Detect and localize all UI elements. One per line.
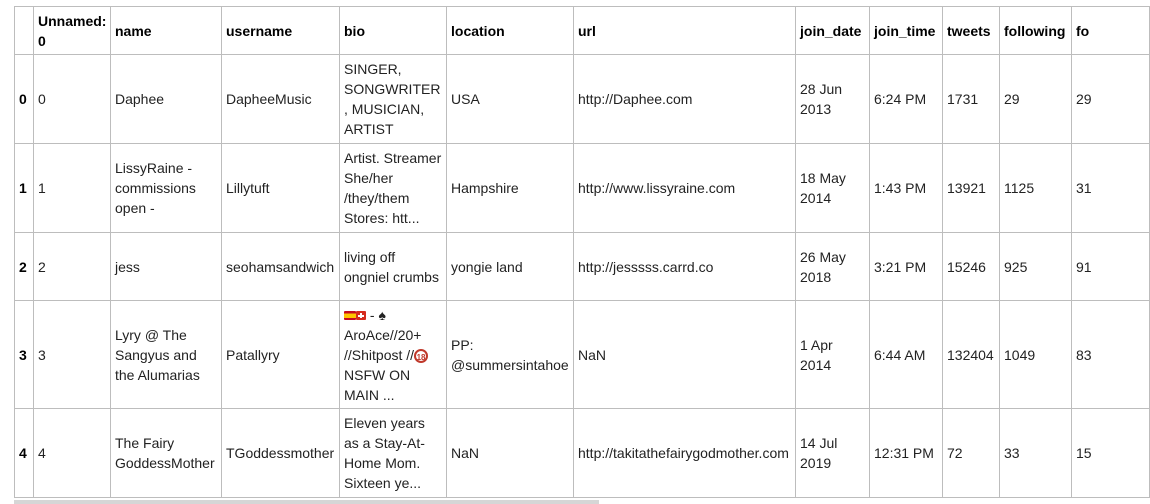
cell-name: The Fairy GoddessMother xyxy=(111,409,222,498)
cell-unnamed: 3 xyxy=(34,301,111,409)
cell-following: 1125 xyxy=(1000,144,1072,233)
cell-location: PP: @summersintahoe xyxy=(447,301,574,409)
no-under-18-icon: 18 xyxy=(414,349,428,363)
bio-text: AroAce//20+ //Shitpost // xyxy=(344,326,422,363)
cell-unnamed: 2 xyxy=(34,233,111,301)
column-header-name: name xyxy=(111,7,222,55)
column-header-tweets: tweets xyxy=(943,7,1000,55)
spain-flag-icon xyxy=(344,311,356,320)
dataframe-table-container xyxy=(14,6,1090,500)
column-header-bio: bio xyxy=(340,7,447,55)
cell-followers: 83 xyxy=(1072,301,1150,409)
cell-join-date: 14 Jul 2019 xyxy=(796,409,870,498)
cell-name: Lyry @ The Sangyus and the Alumarias xyxy=(111,301,222,409)
cell-bio: SINGER, SONGWRITER, MUSICIAN, ARTIST xyxy=(340,55,447,144)
cell-followers: 29 xyxy=(1072,55,1150,144)
column-header-url: url xyxy=(574,7,796,55)
cell-username: Patallyry xyxy=(222,301,340,409)
cell-tweets: 15246 xyxy=(943,233,1000,301)
cell-name: LissyRaine - commissions open - xyxy=(111,144,222,233)
cell-bio: Eleven years as a Stay-At-Home Mom. Sixteen ye... xyxy=(340,409,447,498)
cell-location: yongie land xyxy=(447,233,574,301)
cell-join-date: 26 May 2018 xyxy=(796,233,870,301)
row-index: 4 xyxy=(15,409,34,498)
cell-username: seohamsandwich xyxy=(222,233,340,301)
switzerland-flag-icon xyxy=(356,311,366,320)
cell-join-time: 1:43 PM xyxy=(870,144,943,233)
cell-tweets: 72 xyxy=(943,409,1000,498)
dataframe-table xyxy=(14,6,1150,498)
cell-join-date: 18 May 2014 xyxy=(796,144,870,233)
bio-suffix: NSFW ON MAIN ... xyxy=(344,366,411,403)
column-header-followers: fo xyxy=(1072,7,1150,55)
cell-url: http://www.lissyraine.com xyxy=(574,144,796,233)
column-header-location: location xyxy=(447,7,574,55)
cell-followers: 91 xyxy=(1072,233,1150,301)
header-row xyxy=(15,7,1150,55)
cell-unnamed: 4 xyxy=(34,409,111,498)
row-index: 3 xyxy=(15,301,34,409)
cell-url: http://Daphee.com xyxy=(574,55,796,144)
cell-tweets: 1731 xyxy=(943,55,1000,144)
horizontal-scrollbar[interactable] xyxy=(14,500,599,504)
column-header-join-time: join_time xyxy=(870,7,943,55)
cell-url: NaN xyxy=(574,301,796,409)
cell-join-time: 6:24 PM xyxy=(870,55,943,144)
table-row xyxy=(15,144,1150,233)
cell-join-date: 28 Jun 2013 xyxy=(796,55,870,144)
cell-join-time: 12:31 PM xyxy=(870,409,943,498)
cell-bio: living off ongniel crumbs xyxy=(340,233,447,301)
column-header-unnamed: Unnamed: 0 xyxy=(34,7,111,55)
cell-join-time: 6:44 AM xyxy=(870,301,943,409)
cell-url: http://jesssss.carrd.co xyxy=(574,233,796,301)
table-row xyxy=(15,233,1150,301)
row-index: 0 xyxy=(15,55,34,144)
column-header-following: following xyxy=(1000,7,1072,55)
cell-followers: 31 xyxy=(1072,144,1150,233)
cell-following: 29 xyxy=(1000,55,1072,144)
row-index: 1 xyxy=(15,144,34,233)
cell-name: Daphee xyxy=(111,55,222,144)
column-header-username: username xyxy=(222,7,340,55)
index-header xyxy=(15,7,34,55)
cell-location: USA xyxy=(447,55,574,144)
cell-tweets: 13921 xyxy=(943,144,1000,233)
cell-username: TGoddessmother xyxy=(222,409,340,498)
bio-prefix: - ♠ xyxy=(366,306,386,323)
row-index: 2 xyxy=(15,233,34,301)
cell-unnamed: 0 xyxy=(34,55,111,144)
cell-join-date: 1 Apr 2014 xyxy=(796,301,870,409)
cell-url: http://takitathefairygodmother.com xyxy=(574,409,796,498)
column-header-join-date: join_date xyxy=(796,7,870,55)
cell-tweets: 132404 xyxy=(943,301,1000,409)
cell-following: 33 xyxy=(1000,409,1072,498)
cell-location: Hampshire xyxy=(447,144,574,233)
table-row xyxy=(15,301,1150,409)
cell-following: 925 xyxy=(1000,233,1072,301)
cell-location: NaN xyxy=(447,409,574,498)
cell-bio: Artist. Streamer She/her /they/them Stores: htt... xyxy=(340,144,447,233)
table-row xyxy=(15,409,1150,498)
cell-username: DapheeMusic xyxy=(222,55,340,144)
cell-bio xyxy=(340,301,447,409)
cell-unnamed: 1 xyxy=(34,144,111,233)
cell-name: jess xyxy=(111,233,222,301)
cell-followers: 15 xyxy=(1072,409,1150,498)
cell-join-time: 3:21 PM xyxy=(870,233,943,301)
cell-username: Lillytuft xyxy=(222,144,340,233)
table-row xyxy=(15,55,1150,144)
cell-following: 1049 xyxy=(1000,301,1072,409)
